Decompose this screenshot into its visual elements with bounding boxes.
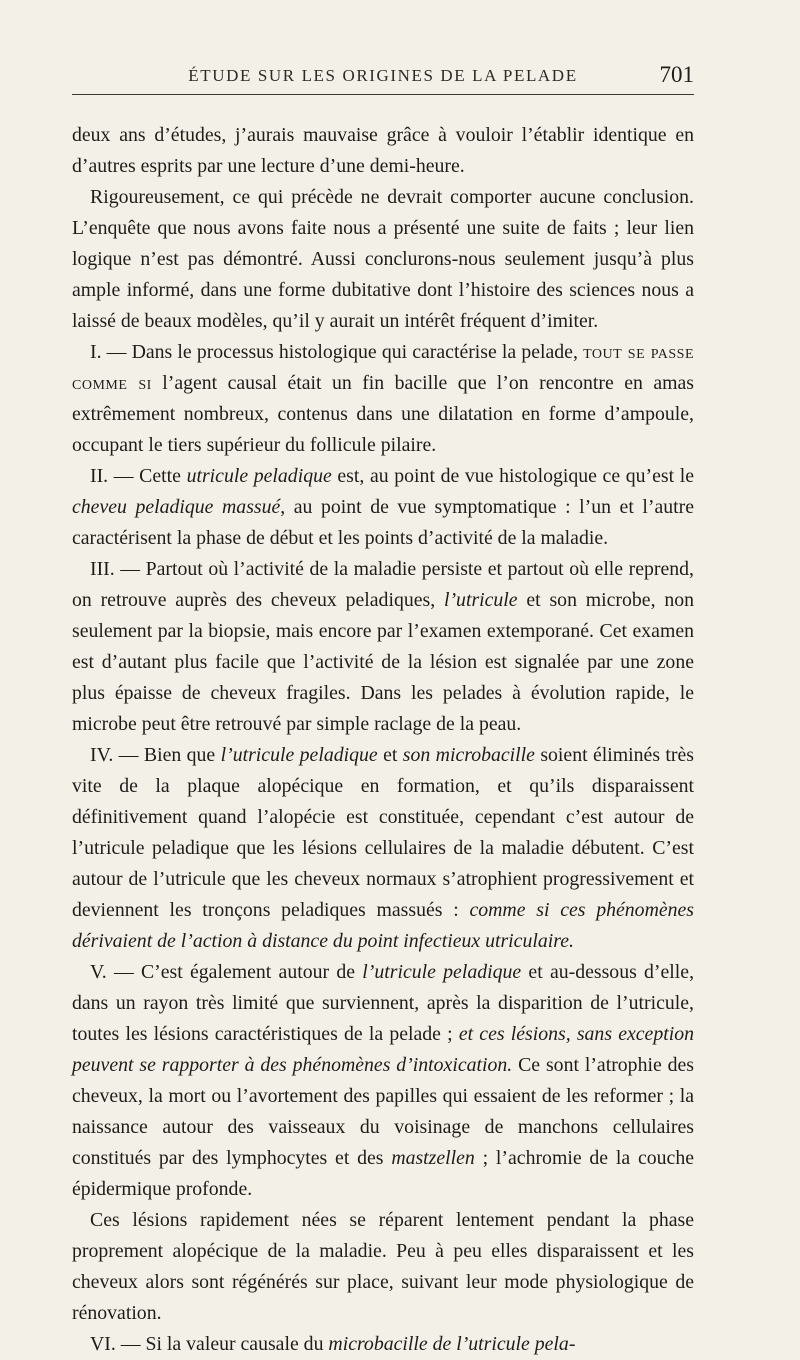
text-run: l’agent causal était un fin bacille que l’on rencontre en amas extrêmement nombreux, contenus dans une dilatation en forme d’ampoule, occupant le tiers supérieur du follicule pilaire. xyxy=(72,372,694,456)
italic-run: mastzellen xyxy=(391,1147,475,1169)
page-number: 701 xyxy=(659,62,694,87)
paragraph xyxy=(72,1205,694,1329)
text-run: III. — Partout où l’activité de la maladie persiste et partout où elle reprend, on retrouve auprès des cheveux peladiques, xyxy=(72,558,694,611)
paragraph xyxy=(72,461,694,554)
text-run: et xyxy=(377,744,403,766)
text-run: ; l’achromie de la couche épidermique profonde. xyxy=(72,1147,694,1200)
italic-run: microbacille de l’utricule pela- xyxy=(328,1333,576,1355)
text-run: V. — C’est également autour de xyxy=(90,961,363,983)
text-run: IV. — Bien que xyxy=(90,744,221,766)
italic-run: comme si ces phénomènes dérivaient de l’action à distance du point infectieux utriculaire. xyxy=(72,899,694,952)
text-run: II. — Cette xyxy=(90,465,187,487)
italic-run: l’utricule peladique xyxy=(362,961,522,983)
text-run: VI. — Si la valeur causale du xyxy=(90,1333,329,1355)
text-run: deux ans d’études, j’aurais mauvaise grâce à vouloir l’établir identique en d’autres esprits par une lecture d’une demi-heure. xyxy=(72,124,694,177)
italic-run: l’utricule peladique xyxy=(220,744,378,766)
text-run: est, au point de vue histologique ce qu’est le xyxy=(331,465,695,487)
text-run: Ce sont l’atrophie des cheveux, la mort ou l’avortement des papilles qui essaient de les reformer ; la naissance autour des vaisseaux du voisinage de manchons cellulaires constitués par des lymphocytes et des xyxy=(72,1054,694,1169)
italic-run: et ces lésions, sans exception peuvent se rapporter à des phénomènes d’intoxication. xyxy=(72,1023,695,1076)
text-run: et son microbe, non seulement par la biopsie, mais encore par l’examen extemporané. Cet examen est d’autant plus facile que l’activité de la lésion est signalée par une zone plus épaisse de cheveux fragiles. Dans les pelades à évolution rapide, le microbe peut être retrouvé par simple raclage de la peau. xyxy=(72,589,695,735)
paragraph xyxy=(72,957,694,1205)
italic-run: l’utricule xyxy=(443,589,518,611)
body-text xyxy=(72,120,694,1360)
text-run: I. — Dans le processus histologique qui caractérise la pelade, xyxy=(90,341,584,363)
text-run: , au point de vue symptomatique : l’un et l’autre caractérisent la phase de début et les points d’activité de la maladie. xyxy=(72,496,694,549)
text-run: soient éliminés très vite de la plaque alopécique en formation, et qu’ils disparaissent définitivement quand l’alopécie est constituée, cependant c’est autour de l’utricule peladique que les lésions cellulaires de la maladie débutent. C’est autour de l’utricule que les cheveux normaux s’atrophient progressivement et deviennent les tronçons peladiques massués : xyxy=(72,744,694,921)
paragraph xyxy=(72,337,694,461)
text-run: Ces lésions rapidement nées se réparent lentement pendant la phase proprement alopécique de la maladie. Peu à peu elles disparaissent et les cheveux alors sont régénérés sur place, suivant leur mode physiologique de rénovation. xyxy=(72,1209,694,1324)
italic-run: cheveu peladique massué xyxy=(72,496,281,518)
italic-run: son microbacille xyxy=(402,744,535,766)
paragraph xyxy=(72,1329,694,1360)
text-run: et au-dessous d’elle, dans un rayon très limité que surviennent, après la disparition de l’utricule, toutes les lésions caractéristiques de la pelade ; xyxy=(72,961,695,1045)
italic-run: utricule peladique xyxy=(186,465,332,487)
small-caps-run: tout se passe comme si xyxy=(72,341,694,394)
paragraph xyxy=(72,554,694,740)
paragraph xyxy=(72,120,694,182)
running-title: ÉTUDE SUR LES ORIGINES DE LA PELADE xyxy=(188,66,578,85)
paragraph xyxy=(72,740,694,957)
text-run: Rigoureusement, ce qui précède ne devrait comporter aucune conclusion. L’enquête que nous avons faite nous a présenté une suite de faits ; leur lien logique n’est pas démontré. Aussi conclurons-nous seulement jusqu’à plus ample informé, dans une forme dubitative dont l’histoire des sciences nous a laissé de beaux modèles, qu’il y aurait un intérêt fréquent d’imiter. xyxy=(72,186,694,332)
paragraph xyxy=(72,182,694,337)
running-header xyxy=(72,62,694,95)
